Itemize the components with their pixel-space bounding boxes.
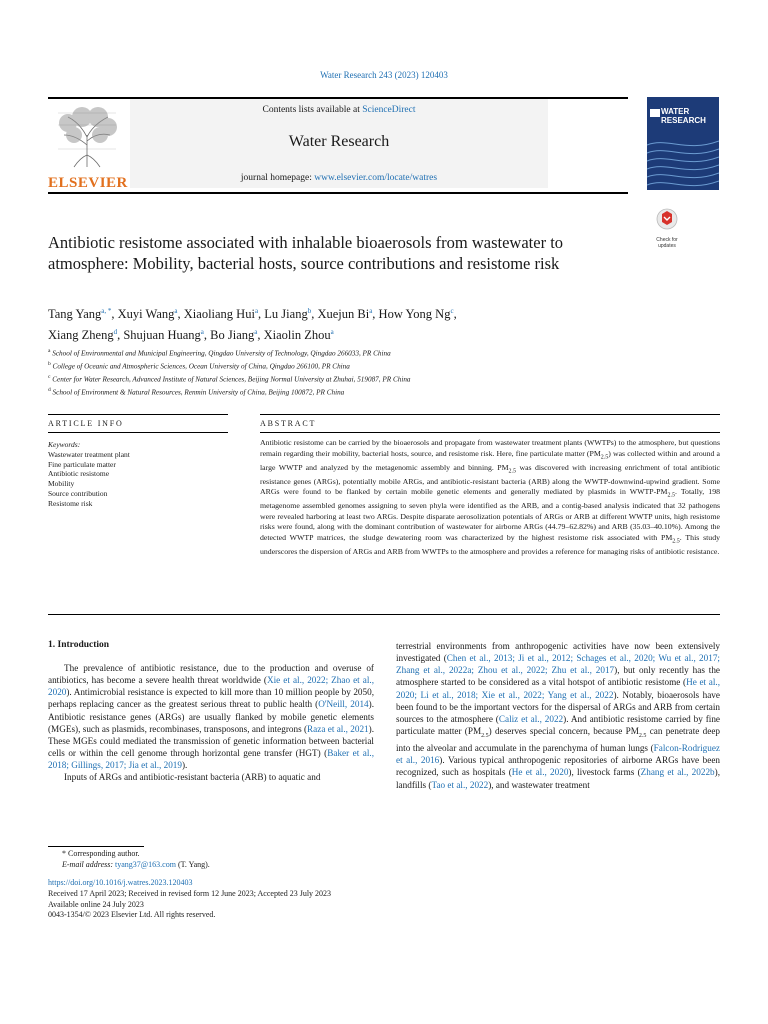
author-affiliation-mark[interactable]: b — [307, 307, 312, 315]
citation-link[interactable]: Baker et al., 2018; Gillings, 2017; Jia et al., 2019 — [48, 748, 375, 771]
citation-link[interactable]: He et al., 2020 — [511, 767, 569, 778]
article-info-rule — [48, 414, 228, 415]
author-name[interactable]: Xiang Zheng — [48, 328, 114, 343]
contents-prefix: Contents lists available at — [262, 105, 363, 115]
author-affiliation-mark[interactable]: c — [450, 307, 454, 315]
copyright-notice: 0043-1354/© 2023 Elsevier Ltd. All rights reserved. — [48, 910, 216, 920]
sciencedirect-link[interactable]: ScienceDirect — [362, 105, 416, 115]
header-center-panel — [130, 99, 548, 188]
citation-link[interactable]: Chen et al., 2013; Ji et al., 2012; Schages et al., 2020; Wu et al., 2017; Zhang et al., 2022a; Zhou et al., 2022; Zhu et al., 2017 — [396, 653, 720, 676]
keyword-item: Mobility — [48, 479, 75, 489]
author-affiliation-mark[interactable]: a — [174, 307, 178, 315]
check-updates-label — [648, 237, 686, 249]
affiliation-item: $^d$ School of Environment & Natural Resources, Renmin University of China, Beijing 100872, PR China — [48, 386, 345, 397]
author-list: Tang Yang$^{a, *}$, Xuyi Wang$^a$, Xiaoliang Hui$^a$, Lu Jiang$^b$, Xuejun Bi$^a$, How Yong Ng$^c$, Xiang Zheng$^d$, Shujuan Huang$^a$, Bo Jiang$^a$, Xiaolin Zhou$^a$ — [48, 307, 457, 343]
introduction-heading: 1. Introduction — [48, 640, 110, 650]
author-affiliation-mark[interactable]: a, * — [101, 307, 112, 315]
elsevier-wordmark: ELSEVIER — [48, 175, 128, 191]
check-updates-line-1: Check for — [656, 237, 678, 243]
email-label: E-mail address: — [62, 860, 116, 869]
abstract-heading: ABSTRACT — [260, 419, 317, 428]
affiliation-item: $^a$ School of Environmental and Municipal Engineering, Qingdao University of Technology, Qingdao 266033, PR China — [48, 348, 391, 358]
author-name[interactable]: Xiaolin Zhou — [263, 328, 331, 343]
author-affiliation-mark[interactable]: a — [330, 328, 334, 337]
cover-wave-graphic — [647, 135, 719, 190]
citation-link[interactable]: Caliz et al., 2022 — [498, 713, 564, 724]
cover-title-line-1: WATER — [661, 107, 690, 116]
author-affiliation-mark[interactable]: d — [113, 328, 118, 337]
elsevier-tree-icon — [54, 105, 120, 169]
author-affiliation-mark[interactable]: a — [200, 328, 204, 337]
journal-header — [48, 97, 628, 194]
contents-line — [130, 105, 548, 115]
author-name[interactable]: Lu Jiang — [264, 307, 308, 322]
email-suffix: (T. Yang). — [175, 860, 210, 869]
author-name[interactable]: Bo Jiang — [210, 328, 255, 343]
author-name[interactable]: How Yong Ng — [378, 307, 451, 322]
article-info-heading: ARTICLE INFO — [48, 419, 124, 428]
citation-link[interactable]: O'Neill, 2014 — [318, 699, 369, 710]
article-title: Antibiotic resistome associated with inhalable bioaerosols from wastewater to atmosphere: Mobility, bacterial hosts, source contributions and resistome risk — [48, 233, 564, 273]
check-updates-line-2: updates — [658, 243, 676, 249]
citation-link[interactable]: Zhang et al., 2022b — [640, 767, 715, 778]
doi-link[interactable]: https://doi.org/10.1016/j.watres.2023.120403 — [48, 878, 193, 887]
citation-link[interactable]: Xie et al., 2022; Zhao et al., 2020 — [48, 675, 374, 698]
body-column-right — [396, 640, 720, 791]
check-for-updates-badge[interactable] — [648, 208, 686, 250]
abstract-rule-lower — [260, 432, 720, 433]
publication-info — [48, 878, 468, 921]
journal-homepage-link[interactable]: www.elsevier.com/locate/watres — [314, 173, 438, 183]
affiliation-item: $^c$ Center for Water Research, Advanced Institute of Natural Sciences, Beijing Normal University at Zhuhai, 519087, PR China — [48, 373, 411, 384]
intro-paragraph-continued: terrestrial environments from anthropogenic activities have now been extensively investigated (Chen et al., 2013; Ji et al., 2012; Schages et al., 2020; Wu et al., 2017; Zhang et al., 2022a; Zhou et al., 2022; Zhu et al., 2017), but only recently has the atmosphere started to be considered as a vital hotspot of antibiotic resistome (He et al., 2020; Li et al., 2018; Xie et al., 2022; Yang et al., 2022). Notably, bioaerosols have been found to be the important vectors for the dispersal of ARGs and ARB from certain sources to the atmosphere (Caliz et al., 2022). And antibiotic resistome carried by fine particulate matter $(PM_{2.5})$ deserves special concern, because $PM_{2.5}$ can penetrate deep into the alveolar and accumulate in the parenchyma of human lungs (Falcon-Rodriguez et al., 2016). Various typical anthropogenic repositories of airborne ARGs have been recognized, such as hospitals (He et al., 2020), livestock farms (Zhang et al., 2022b), landfills (Tao et al., 2022), and wastewater treatment — [396, 641, 720, 790]
available-online: Available online 24 July 2023 — [48, 899, 144, 909]
elsevier-logo — [48, 103, 128, 191]
footnotes — [48, 848, 448, 870]
abstract-bottom-rule — [48, 614, 720, 615]
email-line — [48, 859, 448, 870]
corresponding-author-note: * Corresponding author. — [62, 849, 140, 858]
keywords-block — [48, 440, 228, 509]
author-affiliation-mark[interactable]: a — [254, 328, 258, 337]
article-info-rule-lower — [48, 432, 228, 433]
abstract-body: Antibiotic resistome can be carried by the bioaerosols and propagate from wastewater treatment plants (WWTPs) to the atmosphere, but questions remain regarding their mobility, bacterial hosts, source, and resistome risk. Here, fine particulate matter $(PM_{2.5})$ was collected within and around a large WWTP and analyzed by the metagenomic assembly and binning. $PM_{2.5}$ was discovered with increasing enrichment of total antibiotic resistance genes (ARGs), potentially mobile ARGs, and antibiotic-resistant bacteria (ARB) along the WWTP-downwind-upwind gradient. Some ARGs were found to be flanked by certain mobile genetic elements and generally mediated by plasmids in WWTP-$PM_{2.5}$. Totally, 198 metagenome assembled genomes assigning to seven phyla were identified as the ARB, and a contig-based analysis indicated that 32 pathogens were revealed harboring at least two ARGs. Despite disparate aerosolization potentials of ARGs or ARB at different WWTP units, high resistome risks were found, along with the dominant contribution of wastewater for airborne ARGs (44.79–62.82%) and ARB (35.03–40.10%). Among the detected WWTP matrices, the sludge dewatering room was characterized by the highest resistome risk associated with $PM_{2.5}$. This study underscores the dispersion of ARGs and ARB from WWTPs to the atmosphere and provides a reference for managing risks of antibiotic resistance. — [260, 438, 721, 557]
homepage-line — [130, 173, 548, 183]
check-updates-icon — [656, 208, 678, 232]
author-affiliation-mark[interactable]: a — [254, 307, 259, 315]
author-affiliation-mark[interactable]: a — [369, 307, 373, 315]
keyword-item: Source contribution — [48, 488, 108, 498]
citation-link[interactable]: Tao et al., 2022 — [431, 779, 489, 790]
citation-link[interactable]: Raza et al., 2021 — [307, 723, 369, 734]
keyword-item: Wastewater treatment plant — [48, 449, 130, 459]
intro-paragraph-1: The prevalence of antibiotic resistance, due to the production and overuse of antibiotics, has become a severe health threat worldwide (Xie et al., 2022; Zhao et al., 2020). Antimicrobial resistance is expected to kill more than 10 million people by 2050, perhaps replacing cancer as the greatest serious threat to public health (O'Neill, 2014). Antibiotic resistance genes (ARGs) are usually flanked by mobile genetic elements (MGEs), such as plasmids, recombinases, transposons, and integrons (Raza et al., 2021). These MGEs could mediated the transmission of genetic information between bacterial cells or within the cell genome through horizontal gene transfer (HGT) (Baker et al., 2018; Gillings, 2017; Jia et al., 2019). — [48, 663, 375, 771]
homepage-prefix: journal homepage: — [240, 173, 315, 183]
footnote-rule — [48, 846, 144, 847]
cover-title-line-2: RESEARCH — [661, 116, 706, 125]
cover-badge-icon — [650, 109, 660, 117]
body-column-left — [48, 662, 374, 784]
affiliation-list — [48, 346, 648, 398]
citation-link[interactable]: He et al., 2020; Li et al., 2018; Xie et al., 2022; Yang et al., 2022 — [396, 677, 720, 700]
affiliation-item: $^b$ College of Oceanic and Atmospheric Sciences, Ocean University of China, Qingdao 266100, PR China — [48, 360, 350, 371]
keywords-label: Keywords: — [48, 440, 81, 449]
keyword-item: Resistome risk — [48, 498, 93, 508]
cover-title — [661, 107, 706, 125]
keyword-item: Fine particulate matter — [48, 459, 116, 469]
author-name[interactable]: Xiaoliang Hui — [183, 307, 255, 322]
journal-citation[interactable]: Water Research 243 (2023) 120403 — [320, 70, 448, 80]
journal-title: Water Research — [288, 133, 390, 150]
keywords-list — [48, 450, 228, 509]
citation-link[interactable]: Falcon-Rodriguez et al., 2016 — [396, 743, 720, 766]
journal-cover-image[interactable] — [647, 97, 719, 190]
author-name[interactable]: Xuejun Bi — [317, 307, 370, 322]
abstract-rule — [260, 414, 720, 415]
author-name[interactable]: Xuyi Wang — [117, 307, 175, 322]
author-name[interactable]: Shujuan Huang — [123, 328, 201, 343]
author-name[interactable]: Tang Yang — [48, 307, 102, 322]
author-email-link[interactable]: tyang37@163.com — [115, 860, 176, 869]
intro-paragraph-2: Inputs of ARGs and antibiotic-resistant bacteria (ARB) to aquatic and — [64, 772, 321, 783]
received-dates: Received 17 April 2023; Received in revised form 12 June 2023; Accepted 23 July 2023 — [48, 888, 332, 898]
keyword-item: Antibiotic resistome — [48, 469, 110, 479]
